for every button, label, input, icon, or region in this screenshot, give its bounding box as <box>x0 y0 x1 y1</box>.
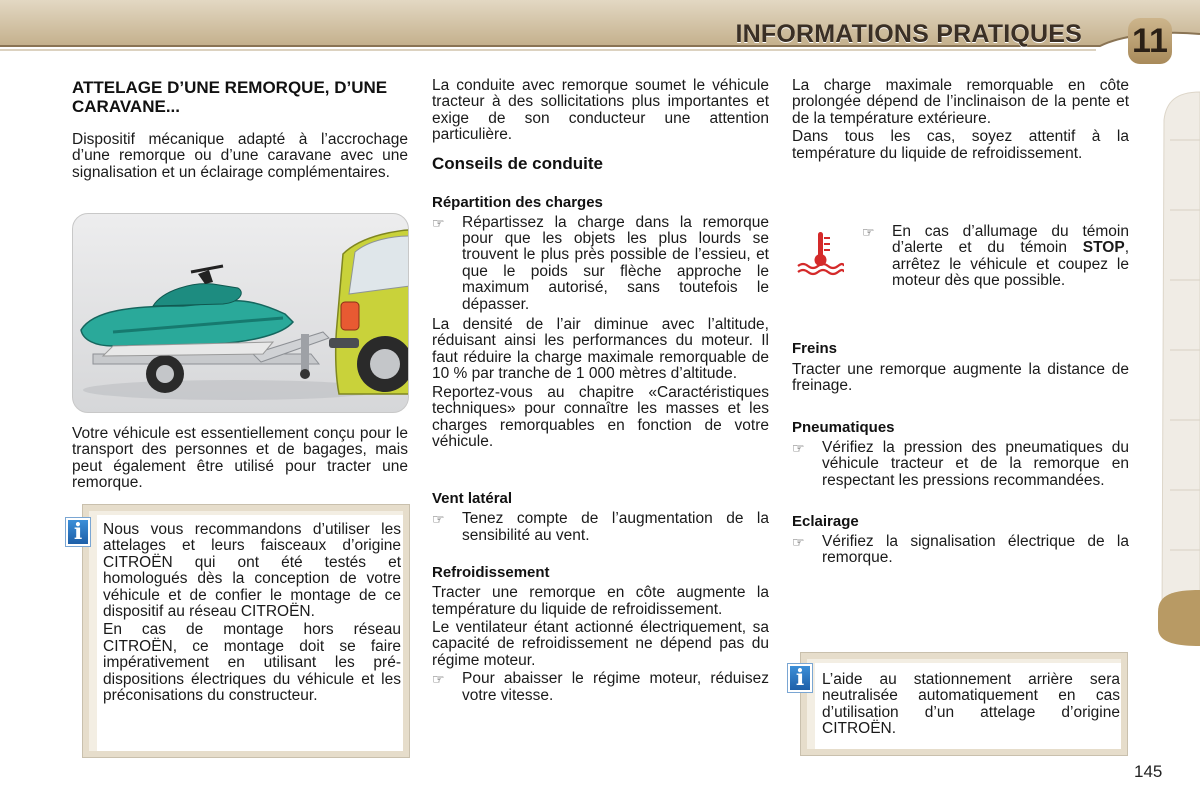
towing-illustration <box>72 213 409 413</box>
parking-aid-paragraph: L’aide au stationnement arrière sera neutralisée automatiquement en cas d’utilisation d’un attelage d’origine CITROËN. <box>822 671 1120 738</box>
max-load-paragraph: La charge maximale remorquable en côte prolongée dépend de l’inclinaison de la pente et de la température extérieure. <box>792 77 1129 127</box>
cooling-paragraph-2: Le ventilateur étant actionné électriquement, sa capacité de refroidissement ne dépend pas du régime moteur. <box>432 618 769 669</box>
coolant-temperature-warning-icon <box>796 228 844 276</box>
page-number: 145 <box>1134 762 1163 781</box>
pointing-hand-icon: ☞ <box>792 534 805 551</box>
info-icon: i <box>66 518 90 546</box>
column-middle <box>432 78 769 704</box>
load-distribution-bullet <box>432 215 769 313</box>
column-left <box>72 78 408 181</box>
pointing-hand-icon: ☞ <box>792 439 805 456</box>
parking-aid-text-block <box>822 672 1120 738</box>
brakes-heading: Freins <box>792 340 838 357</box>
info-icon: i <box>788 664 812 692</box>
column-left-lower <box>72 426 408 492</box>
info-paragraph-2: En cas de montage hors réseau CITROËN, ce montage doit se faire impérativement en utilisant les pré-dispositions électriques du véhicule et les préconisations du constructeur. <box>103 621 401 705</box>
info-box-text <box>103 522 401 704</box>
lighting-bullet <box>792 534 1129 567</box>
load-distribution-heading: Répartition des charges <box>432 193 603 211</box>
side-tab-strip <box>1156 80 1200 640</box>
brakes-paragraph: Tracter une remorque augmente la distance de freinage. <box>792 361 1129 395</box>
side-wind-text: Tenez compte de l’augmentation de la sensibilité au vent. <box>462 510 769 544</box>
cooling-bullet <box>432 671 769 704</box>
side-wind-bullet <box>432 511 769 544</box>
vehicle-usage-paragraph: Votre véhicule est essentiellement conçu pour le transport des personnes et de bagages, mais peut également être utilisé pour tracter une remorque. <box>72 425 408 492</box>
trailer-jetski-car-image <box>73 214 409 413</box>
tyres-bullet-text: Vérifiez la pression des pneumatiques du véhicule tracteur et de la remorque en respectant les pressions recommandées. <box>822 438 1129 489</box>
info-paragraph-1: Nous vous recommandons d’utiliser les attelages et leurs faisceaux d’origine CITROËN qui ont été testés et homologués dès la conception de votre véhicule et de confier le montage de ce dispositif au réseau CITROËN. <box>103 521 401 621</box>
tyres-bullet <box>792 440 1129 489</box>
cooling-paragraph-1: Tracter une remorque en côte augmente la température du liquide de refroidissement. <box>432 584 769 618</box>
intro-paragraph: Dispositif mécanique adapté à l’accrochage d’une remorque ou d’une caravane avec une signalisation et un éclairage complémentaires. <box>72 131 408 181</box>
coolant-attention-paragraph: Dans tous les cas, soyez attentif à la température du liquide de refroidissement. <box>792 128 1129 162</box>
tyres-heading: Pneumatiques <box>792 418 895 436</box>
warning-text-post: , arrêtez le véhicule et coupez le moteur dès que possible. <box>892 239 1129 290</box>
pointing-hand-icon: ☞ <box>432 214 445 231</box>
pointing-hand-icon: ☞ <box>432 511 445 528</box>
chapter-side-tabs <box>1156 80 1200 640</box>
driving-advice-heading: Conseils de conduite <box>432 153 603 173</box>
lighting-heading: Eclairage <box>792 513 859 531</box>
active-chapter-tab[interactable] <box>1156 588 1200 648</box>
warning-text-pre: En cas d’allumage du témoin d’alerte et du témoin <box>892 223 1129 257</box>
stop-label: STOP <box>1082 239 1125 257</box>
lighting-bullet-text: Vérifiez la signalisation électrique de la remorque. <box>822 533 1129 567</box>
technical-reference-paragraph: Reportez-vous au chapitre «Caractéristiques techniques» pour connaître les masses et les charges remorquables en fonction de votre véhicule. <box>432 383 769 450</box>
column-right-lower <box>792 340 1129 567</box>
pointing-hand-icon: ☞ <box>432 671 445 688</box>
side-wind-heading: Vent latéral <box>432 490 513 508</box>
section-title: INFORMATIONS PRATIQUES <box>735 20 1082 48</box>
load-distribution-text: Répartissez la charge dans la remorque pour que les objets les plus lourds se trouvent le plus près possible de l’essieu, et que le poids sur flèche approche le maximum autorisé, sans toutefois le dépasser. <box>462 213 769 313</box>
column-right <box>792 78 1129 162</box>
page-header <box>0 0 1200 62</box>
warning-bullet <box>862 224 1129 290</box>
main-heading: ATTELAGE D’UNE REMORQUE, D’UNE CARAVANE... <box>72 78 388 116</box>
cooling-bullet-text: Pour abaisser le régime moteur, réduisez votre vitesse. <box>462 670 769 704</box>
towing-intro-paragraph: La conduite avec remorque soumet le véhicule tracteur à des sollicitations plus importantes et exige de son conducteur une attention particulière. <box>432 77 769 144</box>
air-density-paragraph: La densité de l’air diminue avec l’altitude, réduisant ainsi les performances du moteur. Il faut réduire la charge maximale remorquable de 10 % par tranche de 1 000 mètres d’altitude. <box>432 316 769 383</box>
pointing-hand-icon: ☞ <box>862 224 875 240</box>
chapter-number-badge[interactable]: 11 <box>1128 18 1172 64</box>
cooling-heading: Refroidissement <box>432 564 550 582</box>
